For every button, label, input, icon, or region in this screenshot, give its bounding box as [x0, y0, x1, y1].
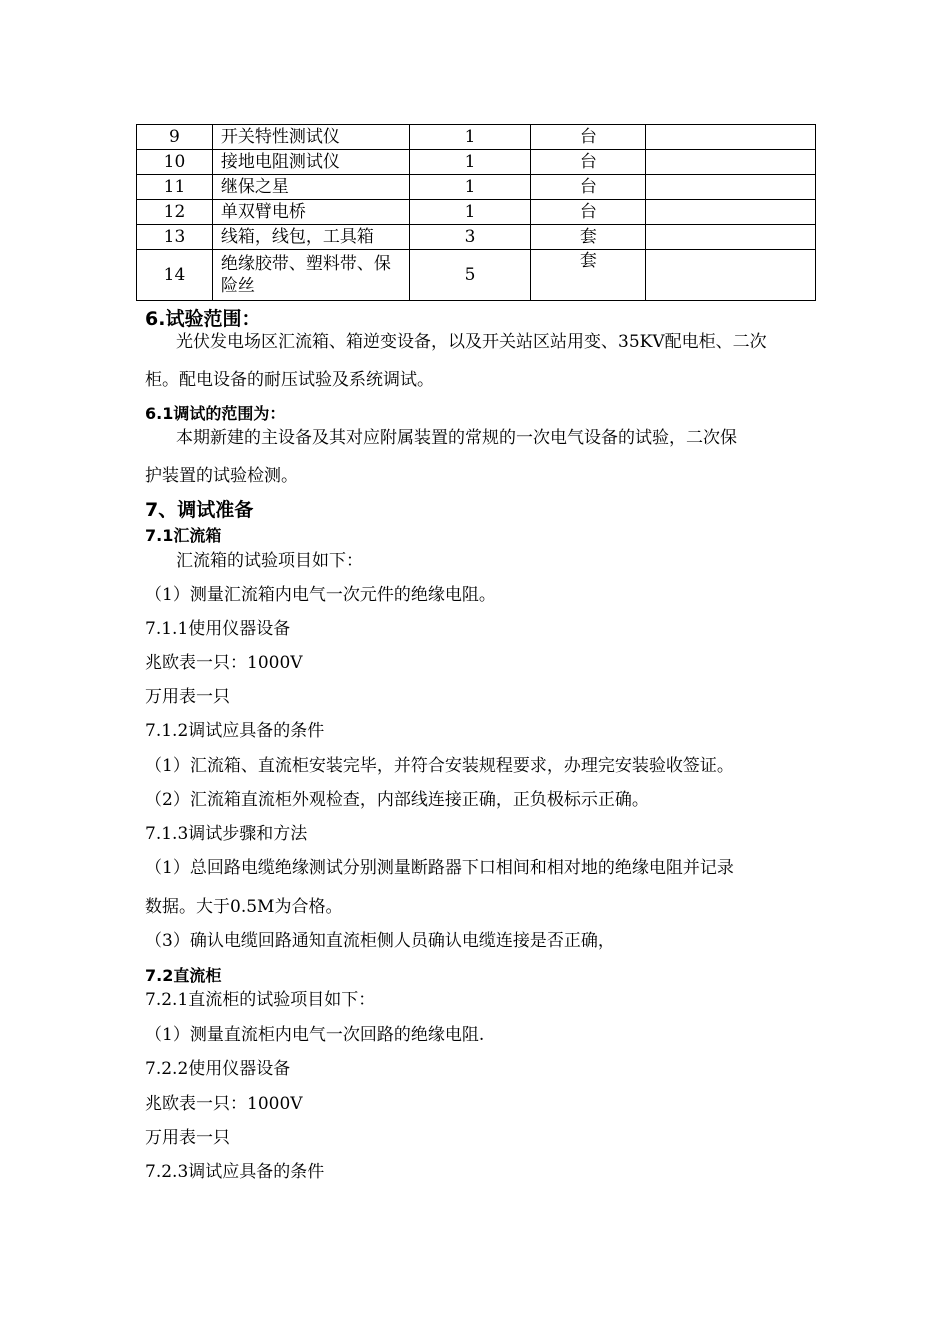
paragraph: （1）汇流箱、直流柜安装完毕，并符合安装规程要求，办理完安装验收签证。 [145, 756, 734, 776]
row-number: 13 [137, 225, 213, 250]
quantity: 1 [409, 150, 531, 175]
subheading: 7.2.3调试应具备的条件 [145, 1162, 325, 1182]
note [646, 250, 816, 301]
section-7-heading: 7、调试准备 [145, 499, 254, 521]
equipment-name-line2: 险丝 [220, 276, 255, 296]
paragraph: 护装置的试验检测。 [145, 466, 298, 486]
table-row [137, 250, 816, 301]
unit: 台 [531, 200, 646, 225]
paragraph: 本期新建的主设备及其对应附属装置的常规的一次电气设备的试验，二次保 [176, 428, 737, 448]
equipment-table [136, 124, 816, 301]
subheading: 7.2.1直流柜的试验项目如下： [145, 990, 376, 1010]
paragraph: 兆欧表一只：1000V [145, 1094, 303, 1114]
table-row [137, 200, 816, 225]
section-6-1-heading: 6.1调试的范围为： [145, 404, 286, 423]
quantity: 1 [409, 125, 531, 150]
paragraph: （1）测量汇流箱内电气一次元件的绝缘电阻。 [145, 585, 496, 605]
equipment-name-line1: 绝缘胶带、塑料带、保 [220, 254, 391, 274]
equipment-name: 开关特性测试仪 [212, 125, 409, 150]
paragraph: 光伏发电场区汇流箱、箱逆变设备，以及开关站区站用变、35KV配电柜、二次 [176, 332, 767, 352]
equipment-name: 单双臂电桥 [212, 200, 409, 225]
table-row [137, 225, 816, 250]
paragraph: 柜。配电设备的耐压试验及系统调试。 [145, 370, 434, 390]
section-6-heading: 6.试验范围： [145, 308, 261, 330]
note [646, 150, 816, 175]
paragraph: 兆欧表一只：1000V [145, 653, 303, 673]
row-number: 11 [137, 175, 213, 200]
subheading: 7.1.1使用仪器设备 [145, 619, 291, 639]
table-row [137, 150, 816, 175]
quantity: 5 [409, 250, 531, 301]
row-number: 9 [137, 125, 213, 150]
row-number: 14 [137, 250, 213, 301]
note [646, 200, 816, 225]
row-number: 12 [137, 200, 213, 225]
unit: 套 [531, 250, 646, 301]
paragraph: （2）汇流箱直流柜外观检查，内部线连接正确，正负极标示正确。 [145, 790, 649, 810]
note [646, 175, 816, 200]
equipment-name [212, 250, 409, 301]
unit: 台 [531, 125, 646, 150]
section-7-1-heading: 7.1汇流箱 [145, 526, 222, 545]
quantity: 3 [409, 225, 531, 250]
note [646, 125, 816, 150]
equipment-name: 继保之星 [212, 175, 409, 200]
equipment-name: 接地电阻测试仪 [212, 150, 409, 175]
section-7-2-heading: 7.2直流柜 [145, 966, 222, 985]
paragraph: 汇流箱的试验项目如下： [176, 551, 363, 571]
paragraph: （1）测量直流柜内电气一次回路的绝缘电阻. [145, 1025, 485, 1045]
quantity: 1 [409, 200, 531, 225]
unit: 套 [531, 225, 646, 250]
paragraph: 万用表一只 [145, 687, 230, 707]
paragraph: 万用表一只 [145, 1128, 230, 1148]
paragraph: （3）确认电缆回路通知直流柜侧人员确认电缆连接是否正确， [145, 931, 615, 951]
quantity: 1 [409, 175, 531, 200]
row-number: 10 [137, 150, 213, 175]
subheading: 7.2.2使用仪器设备 [145, 1059, 291, 1079]
unit: 台 [531, 150, 646, 175]
table-row [137, 175, 816, 200]
paragraph: 数据。大于0.5M为合格。 [145, 897, 343, 917]
note [646, 225, 816, 250]
paragraph: （1）总回路电缆绝缘测试分别测量断路器下口相间和相对地的绝缘电阻并记录 [145, 858, 734, 878]
subheading: 7.1.2调试应具备的条件 [145, 721, 325, 741]
subheading: 7.1.3调试步骤和方法 [145, 824, 308, 844]
table-row [137, 125, 816, 150]
equipment-name: 线箱，线包，工具箱 [212, 225, 409, 250]
unit: 台 [531, 175, 646, 200]
